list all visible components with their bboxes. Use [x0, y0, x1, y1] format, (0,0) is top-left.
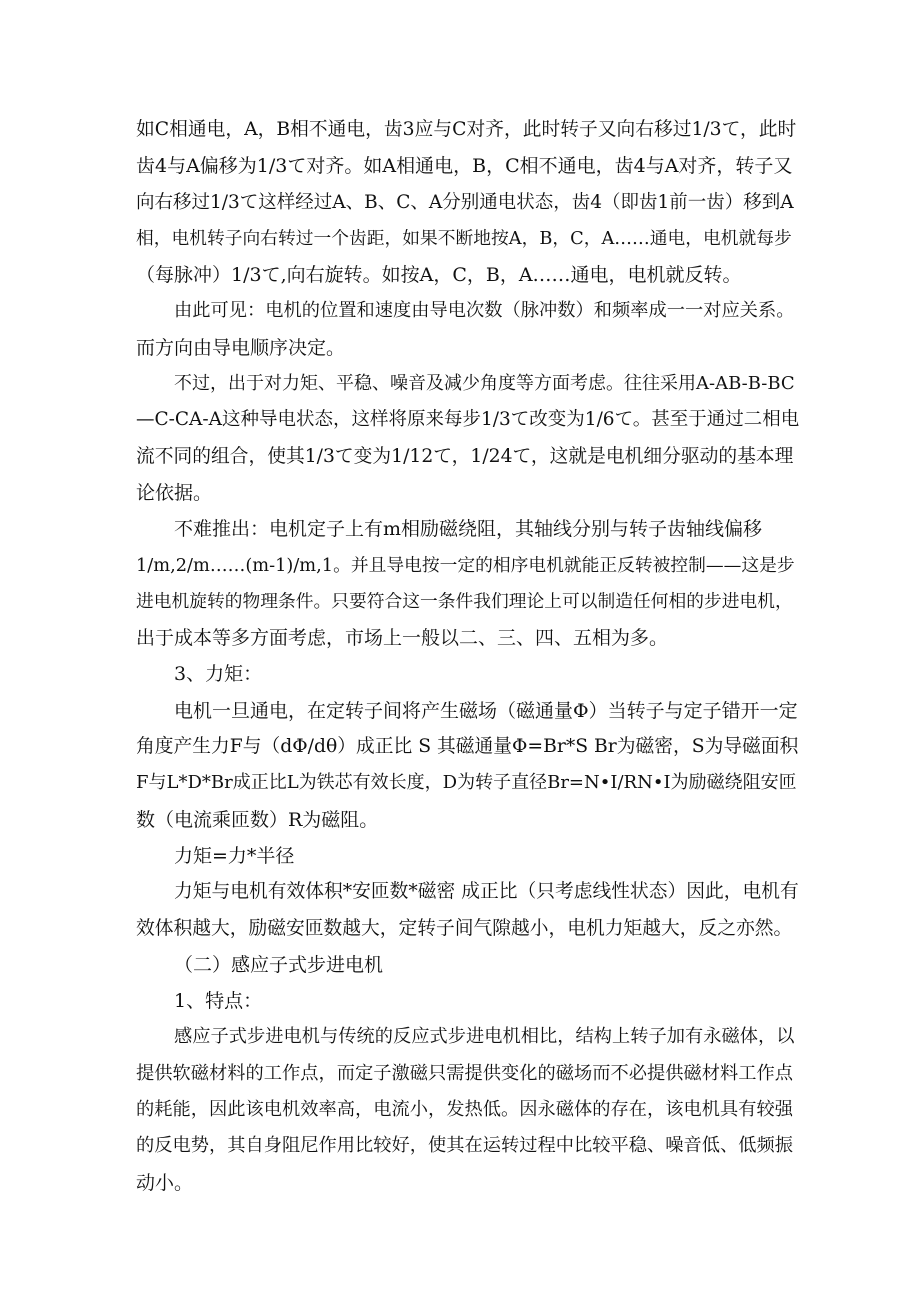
text-line: 1/m,2/m……(m-1)/m,1。并且导电按一定的相序电机就能正反转被控制——这是步 [136, 555, 795, 576]
text-line: （二）感应子式步进电机 [174, 953, 384, 976]
text-line: 论依据。 [136, 481, 213, 504]
text-line: 的耗能，因此该电机效率高，电流小，发热低。因永磁体的存在，该电机具有较强 [136, 1099, 793, 1121]
text-line: 由此可见：电机的位置和速度由导电次数（脉冲数）和频率成一一对应关系。 [174, 300, 795, 322]
text-line: —C-CA-A这种导电状态，这样将原来每步1/3て改变为1/6て。甚至于通过二相电 [136, 409, 800, 431]
text-line: 力矩与电机有效体积*安匝数*磁密 成正比（只考虑线性状态）因此，电机有 [174, 881, 799, 903]
text-line: 提供软磁材料的工作点，而定子激磁只需提供变化的磁场而不必提供磁材料工作点 [136, 1062, 793, 1084]
text-line: 数（电流乘匝数）R为磁阻。 [136, 808, 379, 831]
text-line: 相，电机转子向右转过一个齿距，如果不断地按A，B，C，A……通电，电机就每步 [136, 228, 792, 249]
text-line: 的反电势，其自身阻尼作用比较好，使其在运转过程中比较平稳、噪音低、低频振 [136, 1135, 793, 1157]
text-line: 进电机旋转的物理条件。只要符合这一条件我们理论上可以制造任何相的步进电机， [136, 591, 793, 612]
text-line: 如C相通电，A，B相不通电，齿3应与C对齐，此时转子又向右移过1/3て，此时 [136, 119, 797, 140]
text-line: 效体积越大，励磁安匝数越大，定转子间气隙越小，电机力矩越大，反之亦然。 [136, 917, 793, 939]
text-line: 角度产生力F与（dΦ/dθ）成正比 S 其磁通量Φ=Br*S Br为磁密，S为导磁面积 [136, 736, 799, 758]
text-line: （每脉冲）1/3て,向右旋转。如按A，C，B，A……通电，电机就反转。 [136, 264, 742, 287]
text-line: 齿4与A偏移为1/3て对齐。如A相通电，B，C相不通电，齿4与A对齐，转子又 [136, 155, 793, 178]
text-line: 感应子式步进电机与传统的反应式步进电机相比，结构上转子加有永磁体，以 [174, 1026, 795, 1048]
text-line: 而方向由导电顺序决定。 [136, 336, 346, 359]
text-line: 1、特点： [174, 990, 263, 1013]
text-line: 电机一旦通电，在定转子间将产生磁场（磁通量Φ）当转子与定子错开一定 [174, 699, 798, 722]
text-line: 不过，出于对力矩、平稳、噪音及减少角度等方面考虑。往往采用A-AB-B-BC [174, 373, 795, 395]
text-line: 3、力矩： [174, 663, 263, 686]
text-line: 动小。 [136, 1171, 194, 1194]
text-line: F与L*D*Br成正比L为铁芯有效长度，D为转子直径Br=N•I/RN•I为励磁绕阻安匝 [136, 772, 797, 794]
text-line: 向右移过1/3て这样经过A、B、C、A分别通电状态，齿4（即齿1前一齿）移到A [136, 191, 794, 213]
text-line: 流不同的组合，使其1/3て变为1/12て，1/24て，这就是电机细分驱动的基本理 [136, 445, 794, 467]
text-line: 出于成本等多方面考虑，市场上一般以二、三、四、五相为多。 [136, 627, 669, 650]
text-line: 不难推出：电机定子上有m相励磁绕阻，其轴线分别与转子齿轴线偏移 [174, 518, 763, 541]
text-line: 力矩=力*半径 [174, 844, 295, 867]
document-body [136, 112, 800, 1201]
